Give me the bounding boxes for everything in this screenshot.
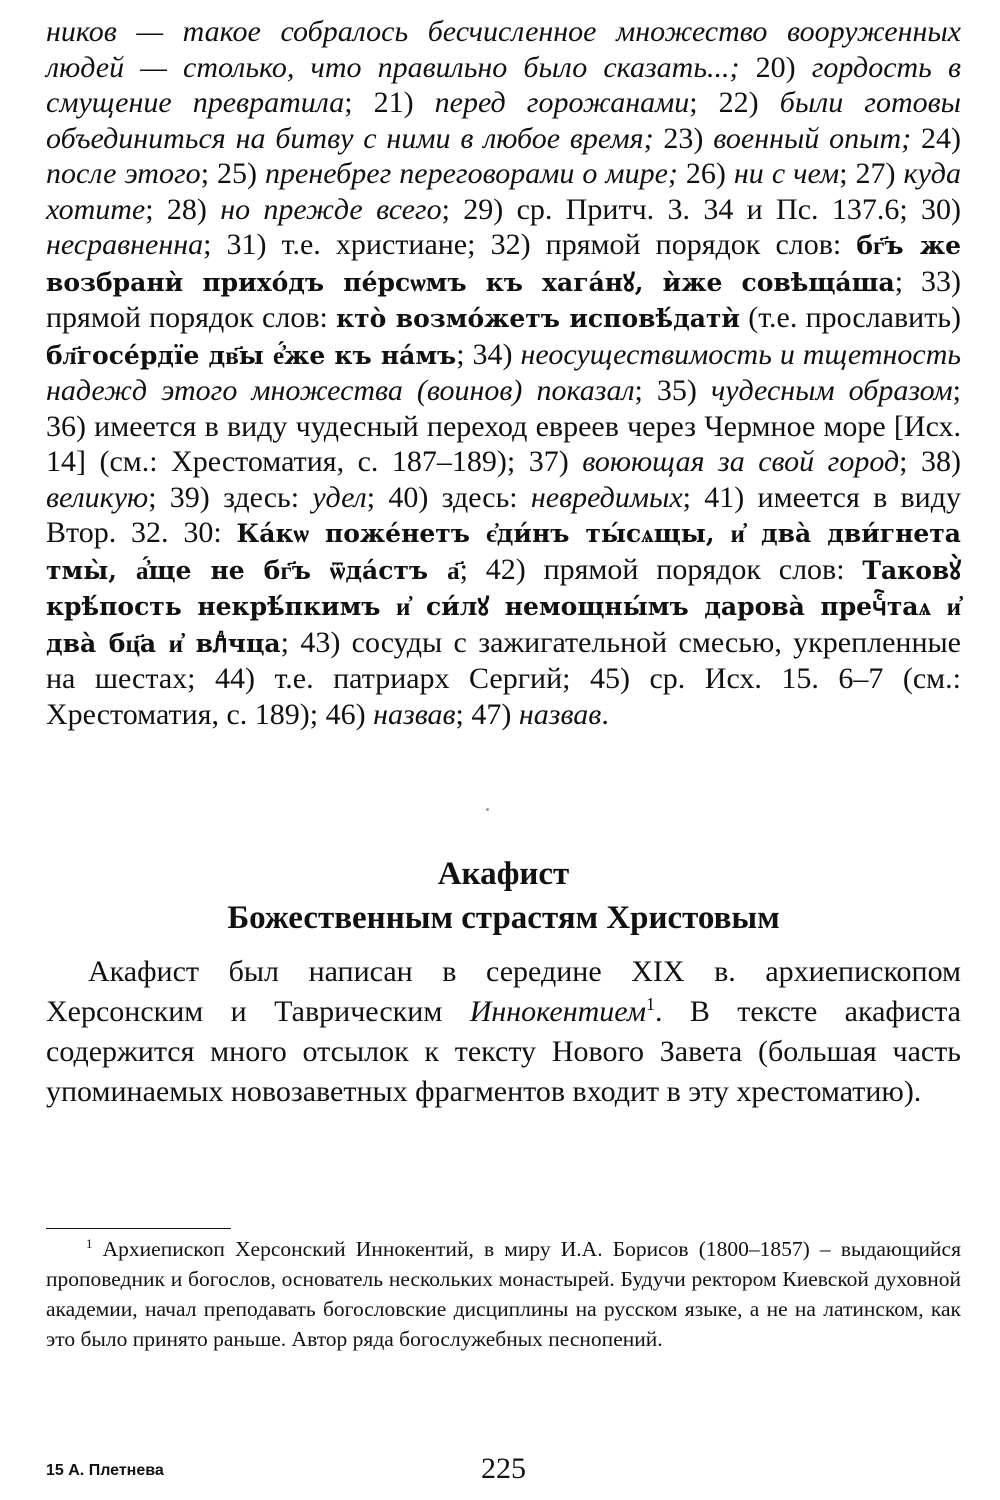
note-text: (т.е. прославить) [739,301,961,334]
intro-text-2: . В тексте акафиста содержится много отсылок к тексту Нового Завета (большая часть упоминаемых новозаветных фрагментов входит в эту хрестоматию). [46,995,961,1108]
note-text: ; 43) сосуды с зажигательной смесью, укрепленные на шестах; 44) т.е. патриарх Сергий; 45) ср. Исх. 15. 6–7 (см.: Хрестоматия, с. 189); 46) [46,625,961,731]
footnote-ref[interactable]: 1 [645,994,655,1014]
intro-text-1: Акафист был написан в середине XIX в. архиепископом Херсонским и Таврическим [46,955,961,1028]
note-italic-text: чудесным образом [710,374,953,407]
note-italic-text: после этого [46,157,201,190]
note-text: . [601,697,609,731]
note-italic-text: невредимых [530,480,683,514]
note-text: ; 47) [455,697,519,731]
note-italic-text: воюющая за свой город [582,445,900,478]
note-text: ; 25) [200,157,266,190]
separator-dot [486,808,489,811]
note-text: 24) [911,121,961,155]
note-text: ; 33) прямой порядок слов: [46,264,962,334]
church-slavonic-text: бг҃ъ же возбранѝ прихо́дъ пе́рсѡмъ къ хага́нꙋ, ѝже совѣща́ша [46,231,961,297]
note-italic-text: неосуществимость и тщетность надежд этого множества (воинов) показал [46,337,962,407]
page [46,14,962,1485]
note-text: ; 39) здесь: [148,480,313,514]
note-italic-text: удел [312,480,367,514]
note-text: ; 22) [689,86,780,119]
page-number: 225 [481,1452,526,1485]
note-text: 20) [739,50,812,84]
note-text: ; 21) [344,86,435,119]
footnote [46,1234,961,1354]
intro-paragraph [46,952,961,1112]
notes-paragraph [46,14,961,732]
note-italic-text: были готовы объединиться на битву с ними в любое время; [46,86,961,155]
note-text: ; 35) [634,374,711,407]
note-text: ; 31) т.е. христиане; 32) прямой порядок слов: [203,228,857,261]
note-italic-text: великую [46,480,149,514]
footnote-mark: 1 [86,1236,93,1251]
note-text: 26) [677,157,734,190]
note-italic-text: военный опыт; [713,121,912,155]
footnote-text: Архиепископ Херсонский Иннокентий, в миру И.А. Борисов (1800–1857) – выдающийся проповедник и богослов, основатель нескольких монастырей. Будучи ректором Киевской духовной академии, начал преподавать богословские дисциплины на русском языке, а не на латинском, как это было принято раньше. Автор ряда богослужебных песнопений. [46,1237,961,1351]
note-italic-text: ни с чем [733,157,840,190]
note-italic-text: но прежде всего [220,192,442,226]
note-italic-text: гордость в смущение превратила [46,50,961,119]
note-text: ; 40) здесь: [366,480,531,514]
note-italic-text: куда хотите [46,157,961,226]
note-text: ; 28) [145,192,221,226]
church-slavonic-text: кто̀ возмо́жетъ исповѣ́датѝ [336,304,740,333]
church-slavonic-text: Таковꙋ̀ крѣ́пость некрѣ́пкимъ и҆ си́лꙋ немощны́мъ дарова̀ пречⷭ҇таѧ и҆ два̀ бц҃а и҆ влⷣчца [46,555,962,658]
note-italic-text: перед горожанами [434,86,690,119]
printer-signature: 15 А. Плетнева [46,1462,164,1479]
note-text: ; 36) имеется в виду чудесный переход евреев через Чермное море [Исх. 14] (см.: Хрестоматия, с. 187–189); 37) [46,374,961,478]
footnote-rule [46,1228,231,1229]
note-text: ; 27) [839,157,904,190]
heading-line-2: Божественным страстям Христовым [227,900,780,936]
church-slavonic-text: бл҃госе́рдїе дв҃ы е҆́же къ на́мъ [46,340,457,370]
church-slavonic-text: Ка́кѡ поже́нетъ є҆ди́нъ ты́сѧщы, и҆ два̀ дви́гнета тмы̀, а҆́ще не бг҃ъ ѿда́стъ а҃ [46,519,961,585]
section-heading [46,852,961,940]
note-text: 23) [653,121,714,155]
note-italic-text: назвав [373,697,456,731]
note-italic-text: ников — такое собралось бесчисленное множество вооруженных людей — столько, что правильно было сказать...; [46,15,961,84]
heading-line-1: Акафист [437,856,570,892]
note-italic-text: несравненна [46,228,204,261]
note-text: ; 38) [899,445,962,478]
note-italic-text: назвав [518,697,602,731]
note-text: ; 34) [456,337,521,371]
author-name: Иннокентием [469,995,646,1028]
note-text: ; 42) прямой порядок слов: [459,552,863,586]
note-italic-text: пренебрег переговорами о мире; [265,157,678,190]
note-text: ; 41) имеется в виду Втор. 32. 30: [46,480,961,549]
note-text: ; 29) ср. Притч. 3. 34 и Пс. 137.6; 30) [441,192,962,226]
